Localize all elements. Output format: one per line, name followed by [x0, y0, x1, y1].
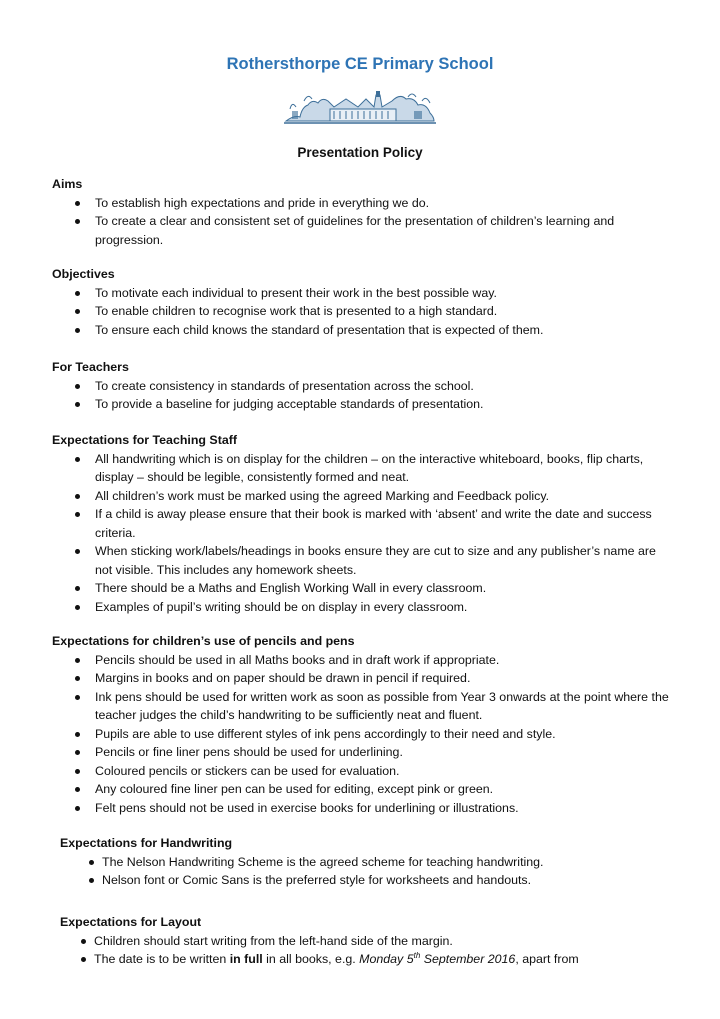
list-item: To establish high expectations and pride in everything we do.: [52, 194, 672, 213]
list-item: To motivate each individual to present their work in the best possible way.: [52, 284, 672, 303]
school-name: Rothersthorpe CE Primary School: [226, 55, 494, 73]
list-item: Pupils are able to use different styles of ink pens accordingly to their need and style.: [52, 725, 672, 744]
section-heading: Objectives: [52, 267, 115, 281]
emphasis-text: in full: [229, 952, 263, 966]
bullet-list: [52, 194, 672, 250]
list-item: Margins in books and on paper should be drawn in pencil if required.: [52, 669, 672, 688]
list-item: Pencils or fine liner pens should be used for underlining.: [52, 743, 672, 762]
bullet-list: [52, 651, 672, 818]
section-heading: Expectations for Layout: [60, 915, 202, 929]
policy-title: Presentation Policy: [297, 145, 423, 160]
list-item: Nelson font or Comic Sans is the preferred style for worksheets and handouts.: [60, 871, 680, 890]
pencils-pens-section: [52, 632, 672, 817]
list-item: The Nelson Handwriting Scheme is the agreed scheme for teaching handwriting.: [60, 853, 680, 872]
bullet-list: [60, 853, 680, 890]
aims-section: [52, 175, 672, 249]
date-example: Monday 5: [359, 952, 414, 966]
layout-section: [60, 913, 680, 969]
list-item: [52, 950, 680, 969]
date-example: September 2016: [420, 952, 516, 966]
list-item: Pencils should be used in all Maths books and in draft work if appropriate.: [52, 651, 672, 670]
teaching-staff-section: [52, 431, 672, 616]
bullet-list: [52, 932, 680, 969]
text-segment: The date is to be written: [94, 952, 230, 966]
handwriting-section: [60, 834, 680, 890]
list-item: When sticking work/labels/headings in books ensure they are cut to size and any publisher’s name are not visible. This includes any homework sheets.: [52, 542, 672, 579]
list-item: All children’s work must be marked using the agreed Marking and Feedback policy.: [52, 487, 672, 506]
section-heading: Expectations for children’s use of pencils and pens: [52, 634, 355, 648]
list-item: Examples of pupil’s writing should be on display in every classroom.: [52, 598, 672, 617]
section-heading: For Teachers: [52, 360, 129, 374]
text-segment: , apart from: [515, 952, 579, 966]
ordinal-suffix: th: [413, 950, 421, 960]
section-heading: Aims: [52, 177, 83, 191]
for-teachers-section: [52, 358, 672, 414]
list-item: Coloured pencils or stickers can be used for evaluation.: [52, 762, 672, 781]
list-item: To enable children to recognise work that is presented to a high standard.: [52, 302, 672, 321]
section-heading: Expectations for Teaching Staff: [52, 433, 237, 447]
school-building-logo-icon: [284, 87, 436, 127]
list-item: To ensure each child knows the standard of presentation that is expected of them.: [52, 321, 672, 340]
list-item: If a child is away please ensure that their book is marked with ‘absent’ and write the date and success criteria.: [52, 505, 672, 542]
text-segment: in all books, e.g.: [262, 952, 360, 966]
bullet-list: [52, 377, 672, 414]
bullet-list: [52, 284, 672, 340]
section-heading: Expectations for Handwriting: [60, 836, 233, 850]
list-item: Felt pens should not be used in exercise books for underlining or illustrations.: [52, 799, 672, 818]
list-item: To provide a baseline for judging acceptable standards of presentation.: [52, 395, 672, 414]
list-item: Any coloured fine liner pen can be used for editing, except pink or green.: [52, 780, 672, 799]
list-item: Children should start writing from the left-hand side of the margin.: [52, 932, 680, 951]
list-item: There should be a Maths and English Working Wall in every classroom.: [52, 579, 672, 598]
objectives-section: [52, 265, 672, 339]
list-item: To create consistency in standards of presentation across the school.: [52, 377, 672, 396]
list-item: All handwriting which is on display for the children – on the interactive whiteboard, books, flip charts, display – should be legible, consistently formed and neat.: [52, 450, 672, 487]
list-item: Ink pens should be used for written work as soon as possible from Year 3 onwards at the point where the teacher judges the child’s handwriting to be sufficiently neat and fluent.: [52, 688, 672, 725]
list-item: To create a clear and consistent set of guidelines for the presentation of children’s learning and progression.: [52, 212, 672, 249]
bullet-list: [52, 450, 672, 617]
